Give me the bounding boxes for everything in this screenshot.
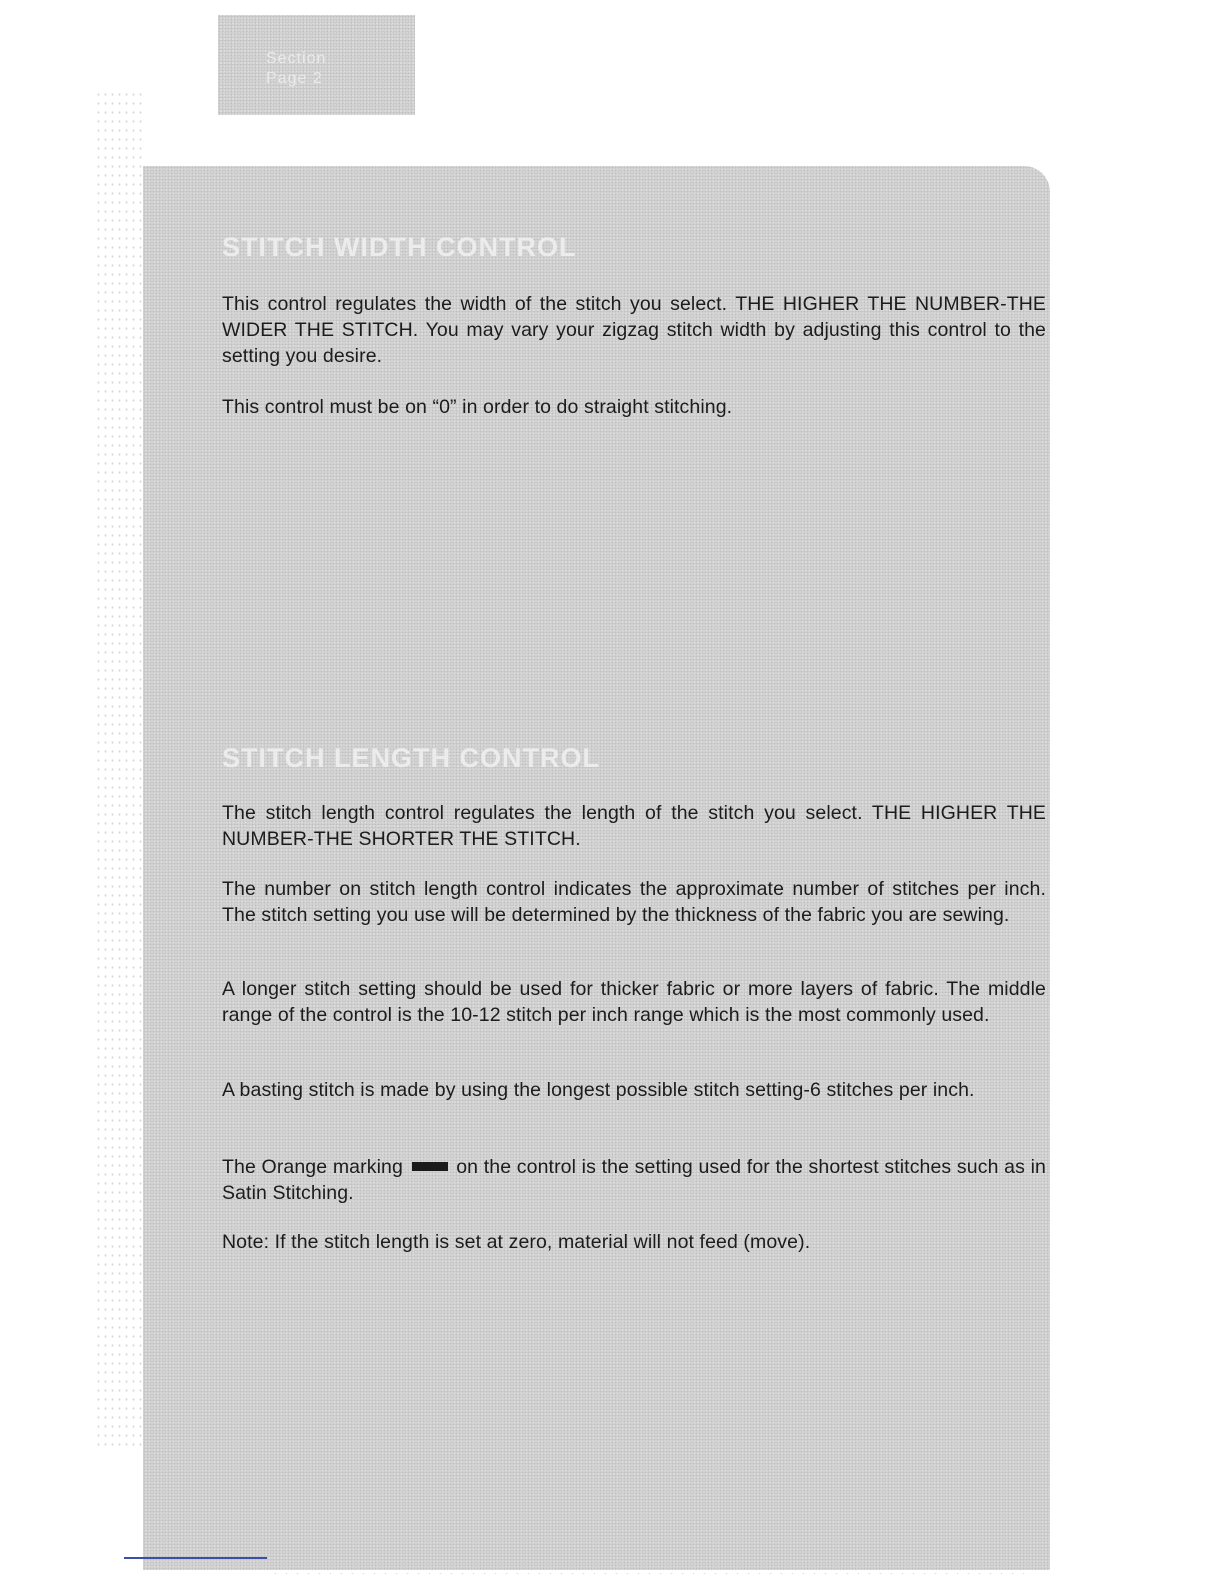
tab-page-label: Page 2 bbox=[266, 70, 323, 87]
stitch-length-paragraph: A basting stitch is made by using the longest possible stitch setting-6 stitches per inch. bbox=[222, 1079, 975, 1101]
stitch-width-paragraph: This control must be on “0” in order to do straight stitching. bbox=[222, 396, 733, 418]
orange-marking-text-before: The Orange marking bbox=[222, 1156, 403, 1178]
stitch-length-paragraph: The number on stitch length control indicates the approximate number of stitches per inch. The stitch setting you use will be determined by the thickness of the fabric you are sewing. bbox=[222, 878, 1046, 926]
section-tab bbox=[218, 15, 415, 115]
stitch-width-paragraph: This control regulates the width of the stitch you select. THE HIGHER THE NUMBER-THE WIDER THE STITCH. You may vary your zigzag stitch width by adjusting this control to the setting you desire. bbox=[222, 293, 1046, 367]
scan-specks bbox=[270, 1570, 1030, 1580]
bottom-rule bbox=[124, 1557, 267, 1559]
tab-section-label: Section bbox=[266, 50, 327, 67]
orange-marking-swatch-icon bbox=[412, 1162, 448, 1171]
orange-marking-text-after: on the control is the setting used for the shortest stitches such as in Satin Stitching. bbox=[222, 1156, 1046, 1204]
stitch-length-paragraph: The stitch length control regulates the length of the stitch you select. THE HIGHER THE NUMBER-THE SHORTER THE STITCH. bbox=[222, 802, 1046, 850]
scan-specks bbox=[95, 90, 143, 1450]
stitch-length-heading: STITCH LENGTH CONTROL bbox=[222, 743, 600, 773]
orange-marking-paragraph bbox=[222, 1154, 1046, 1206]
note-paragraph: Note: If the stitch length is set at zero, material will not feed (move). bbox=[222, 1231, 811, 1253]
content-panel bbox=[143, 166, 1050, 1570]
stitch-width-heading: STITCH WIDTH CONTROL bbox=[222, 232, 577, 262]
stitch-length-paragraph: A longer stitch setting should be used for thicker fabric or more layers of fabric. The middle range of the control is the 10-12 stitch per inch range which is the most commonly used. bbox=[222, 978, 1046, 1026]
